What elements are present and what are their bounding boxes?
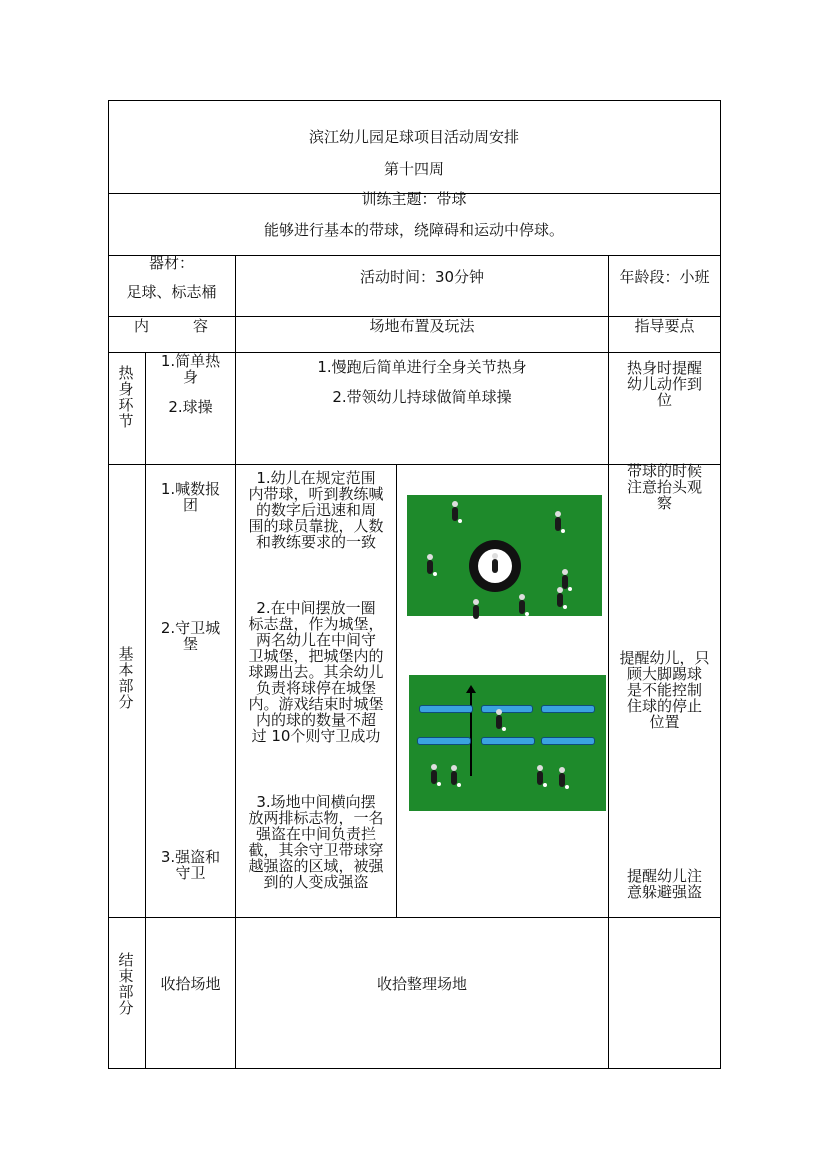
- warmup-desc-1: 1.慢跑后简单进行全身关节热身: [317, 358, 527, 376]
- warmup-item-1: 1.简单热 身: [160, 352, 221, 386]
- basic-section-label: 基 本 部 分: [118, 645, 134, 711]
- player-icon: [427, 560, 433, 574]
- column-layout: 场地布置及玩法: [369, 317, 475, 335]
- cone-bar: [419, 705, 473, 713]
- warmup-guide: 热身时提醒 幼儿动作到 位: [626, 359, 702, 409]
- cone-bar: [541, 737, 595, 745]
- basic-guide-3: 提醒幼儿注 意躲避强盗: [626, 867, 702, 901]
- player-icon: [492, 559, 498, 573]
- player-icon: [557, 593, 563, 607]
- basic-item-3: 3.强盗和 守卫: [160, 848, 221, 882]
- player-icon: [562, 575, 568, 589]
- cone-bar: [541, 705, 595, 713]
- player-icon: [451, 771, 457, 785]
- ending-desc: 收拾整理场地: [376, 975, 467, 993]
- direction-arrow: [470, 691, 472, 776]
- player-icon: [555, 517, 561, 531]
- warmup-item-2: 2.球操: [168, 398, 213, 416]
- player-icon: [473, 605, 479, 619]
- basic-desc-2: 2.在中间摆放一圈 标志盘，作为城堡， 两名幼儿在中间守 卫城堡，把城堡内的 球踢出去。其余幼儿 负责将球停在城堡 内。游戏结束时城堡 内的球的数量不超 过 10个则守卫成功: [248, 599, 384, 745]
- player-icon: [537, 771, 543, 785]
- age-group: 年龄段：小班: [619, 268, 710, 286]
- equipment-label: 器材：: [148, 254, 194, 272]
- week-label: 第十四周: [383, 160, 444, 178]
- column-guidance: 指导要点: [634, 317, 695, 335]
- basic-item-2: 2.守卫城 堡: [160, 619, 221, 653]
- ending-section-label: 结 束 部 分: [118, 951, 134, 1017]
- basic-guide-2: 提醒幼儿，只 顾大脚踢球 是不能控制 住球的停止 位置: [619, 649, 710, 731]
- column-content-a: 内: [134, 317, 150, 335]
- training-theme: 训练主题：带球: [361, 190, 467, 208]
- basic-guide-1: 带球的时候 注意抬头观 察: [626, 462, 702, 512]
- cone-bar: [481, 705, 533, 713]
- basic-item-1: 1.喊数报 团: [160, 480, 221, 514]
- ending-item: 收拾场地: [160, 975, 221, 993]
- player-icon: [559, 773, 565, 787]
- cone-bar: [481, 737, 535, 745]
- warmup-desc-2: 2.带领幼儿持球做简单球操: [332, 388, 512, 406]
- cone-bar: [417, 737, 471, 745]
- basic-desc-1: 1.幼儿在规定范围 内带球，听到教练喊 的数字后迅速和周 围的球员靠拢，人数 和教练要求的一致: [248, 469, 384, 551]
- field-diagram-robber: [409, 675, 606, 811]
- player-icon: [452, 507, 458, 521]
- column-content-b: 容: [193, 317, 209, 335]
- warmup-section-label: 热 身 环 节: [118, 364, 134, 430]
- page-title: 滨江幼儿园足球项目活动周安排: [308, 128, 519, 146]
- basic-desc-3: 3.场地中间横向摆 放两排标志物，一名 强盗在中间负责拦 截，其余守卫带球穿 越强盗的区域，被强 到的人变成强盗: [248, 793, 384, 891]
- player-icon: [431, 770, 437, 784]
- equipment-value: 足球、标志桶: [126, 283, 217, 301]
- training-goal: 能够进行基本的带球，绕障碍和运动中停球。: [263, 221, 564, 239]
- field-diagram-castle: [407, 495, 602, 616]
- activity-duration: 活动时间：30分钟: [359, 268, 485, 286]
- player-icon: [496, 715, 502, 729]
- player-icon: [519, 600, 525, 614]
- direction-arrow-head: [466, 685, 476, 693]
